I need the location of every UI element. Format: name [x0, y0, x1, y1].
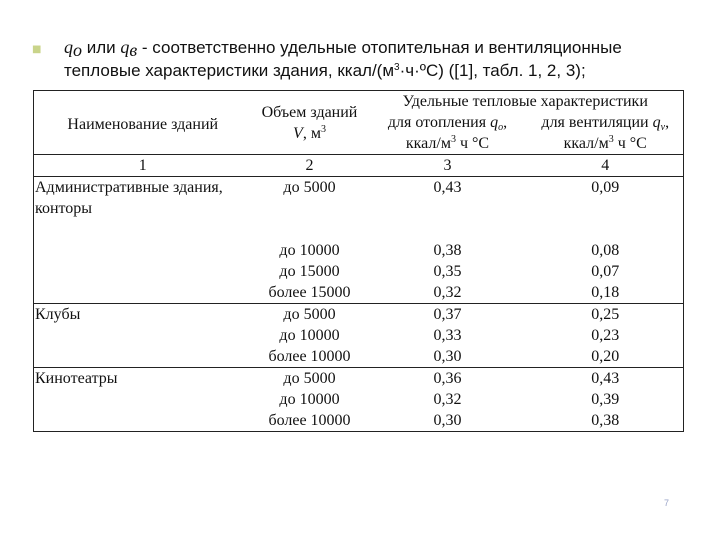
intro-paragraph [64, 36, 694, 82]
ventilation-cell: 0,09 [528, 177, 684, 199]
intro-line1-text: - соответственно удельные отопительная и вентиляционные [137, 38, 622, 57]
q-o-subscript: о [73, 40, 82, 60]
header-heating-symbol: q [490, 114, 499, 131]
volume-cell: до 5000 [252, 368, 368, 390]
building-name: конторы [34, 198, 252, 219]
header-ventilation-symbol: q [652, 114, 661, 131]
ventilation-cell: 0,25 [528, 304, 684, 326]
table-row [34, 177, 684, 199]
header-ventilation-unit-superscript: 3 [608, 134, 614, 145]
table-row [34, 282, 684, 304]
header-heating-comma: , [503, 114, 508, 131]
header-volume [252, 91, 368, 155]
table-row [34, 410, 684, 432]
header-heating-unit [368, 133, 528, 155]
q-v-subscript: в [129, 40, 138, 60]
volume-cell [252, 198, 368, 219]
bullet-icon: ■ [32, 44, 42, 55]
heating-cell: 0,36 [368, 368, 528, 390]
volume-cell: до 10000 [279, 327, 340, 344]
column-number: 1 [34, 155, 252, 177]
volume-cell: до 5000 [252, 177, 368, 199]
volume-cell: до 10000 [279, 242, 340, 259]
building-name [34, 346, 252, 368]
volume-cell: до 5000 [252, 304, 368, 326]
table-row [34, 240, 684, 261]
header-heating-subscript: o [498, 122, 504, 133]
heating-cell: 0,33 [433, 327, 462, 344]
q-o-symbol: q [64, 37, 73, 57]
heating-cell: 0,38 [433, 242, 462, 259]
intro-line2-text-a: тепловые характеристики здания, ккал/(м [64, 61, 395, 80]
header-heating-unit-superscript: 3 [450, 134, 456, 145]
page-number: 7 [664, 498, 670, 508]
ventilation-cell: 0,20 [528, 346, 684, 368]
column-number-row [34, 155, 684, 177]
volume-cell: более 15000 [268, 284, 351, 301]
column-number: 2 [252, 155, 368, 177]
header-ventilation-unit-b: ч °С [613, 135, 647, 152]
ventilation-cell: 0,43 [528, 368, 684, 390]
ventilation-cell [528, 198, 684, 219]
header-building-name [34, 91, 252, 155]
building-name [34, 240, 252, 261]
table-row [34, 346, 684, 368]
header-ventilation-text: для вентиляции [541, 114, 653, 131]
ventilation-cell [528, 219, 684, 240]
header-ventilation-subscript: v [660, 122, 666, 133]
building-name: Кинотеатры [34, 368, 252, 390]
building-name [34, 219, 252, 240]
ventilation-cell: 0,18 [528, 282, 684, 304]
building-name [34, 282, 252, 304]
ventilation-cell: 0,39 [528, 389, 684, 410]
header-heating [368, 112, 528, 133]
volume-cell: более 10000 [252, 410, 368, 432]
building-name [34, 261, 252, 282]
header-heating-unit-b: ч °С [455, 135, 490, 152]
header-heating-unit-a: ккал/м [405, 135, 451, 152]
header-volume-unit: , м [302, 124, 321, 142]
building-name [34, 389, 252, 410]
building-name: Административные здания, [34, 177, 252, 199]
header-ventilation-unit [528, 133, 684, 155]
volume-cell: до 15000 [279, 263, 340, 280]
header-specific-characteristics [368, 91, 684, 113]
heating-cell: 0,32 [433, 284, 462, 301]
header-building-name-text: Наименование зданий [67, 116, 219, 133]
volume-cell: более 10000 [268, 348, 351, 365]
table-row [34, 325, 684, 346]
heating-cell: 0,30 [433, 348, 462, 365]
header-heating-text: для отопления [387, 114, 491, 131]
table-row [34, 219, 684, 240]
table-row [34, 389, 684, 410]
table-row [34, 304, 684, 326]
header-volume-line1: Объем зданий [261, 103, 358, 121]
or-text: или [82, 38, 121, 57]
volume-cell [252, 219, 368, 240]
building-name [34, 410, 252, 432]
building-name [34, 325, 252, 346]
heating-cell [368, 219, 528, 240]
column-number: 3 [368, 155, 528, 177]
heating-cell: 0,30 [368, 410, 528, 432]
heating-cell: 0,35 [433, 263, 462, 280]
column-number: 4 [528, 155, 684, 177]
volume-cell: до 10000 [279, 391, 340, 408]
header-volume-superscript: 3 [320, 123, 326, 135]
ventilation-cell: 0,38 [528, 410, 684, 432]
header-ventilation-comma: , [665, 114, 670, 131]
heating-cell: 0,32 [433, 391, 462, 408]
q-v-symbol: q [120, 37, 130, 57]
header-specific-characteristics-text: Удельные тепловые характеристики [402, 93, 648, 110]
intro-line2-text-b: ·ч·ºС) ([1], табл. 1, 2, 3); [399, 61, 586, 80]
header-volume-symbol: V [293, 124, 303, 142]
heating-cell: 0,43 [368, 177, 528, 199]
building-name: Клубы [34, 304, 252, 326]
table-row [34, 261, 684, 282]
intro-line2-superscript: 3 [394, 62, 400, 73]
header-ventilation-unit-a: ккал/м [563, 135, 609, 152]
header-ventilation [528, 112, 684, 133]
heating-cell [368, 198, 528, 219]
ventilation-cell: 0,08 [528, 240, 684, 261]
heat-characteristics-table [33, 90, 684, 432]
heating-cell: 0,37 [368, 304, 528, 326]
ventilation-cell: 0,23 [528, 325, 684, 346]
table-row [34, 198, 684, 219]
ventilation-cell: 0,07 [528, 261, 684, 282]
table-row [34, 368, 684, 390]
